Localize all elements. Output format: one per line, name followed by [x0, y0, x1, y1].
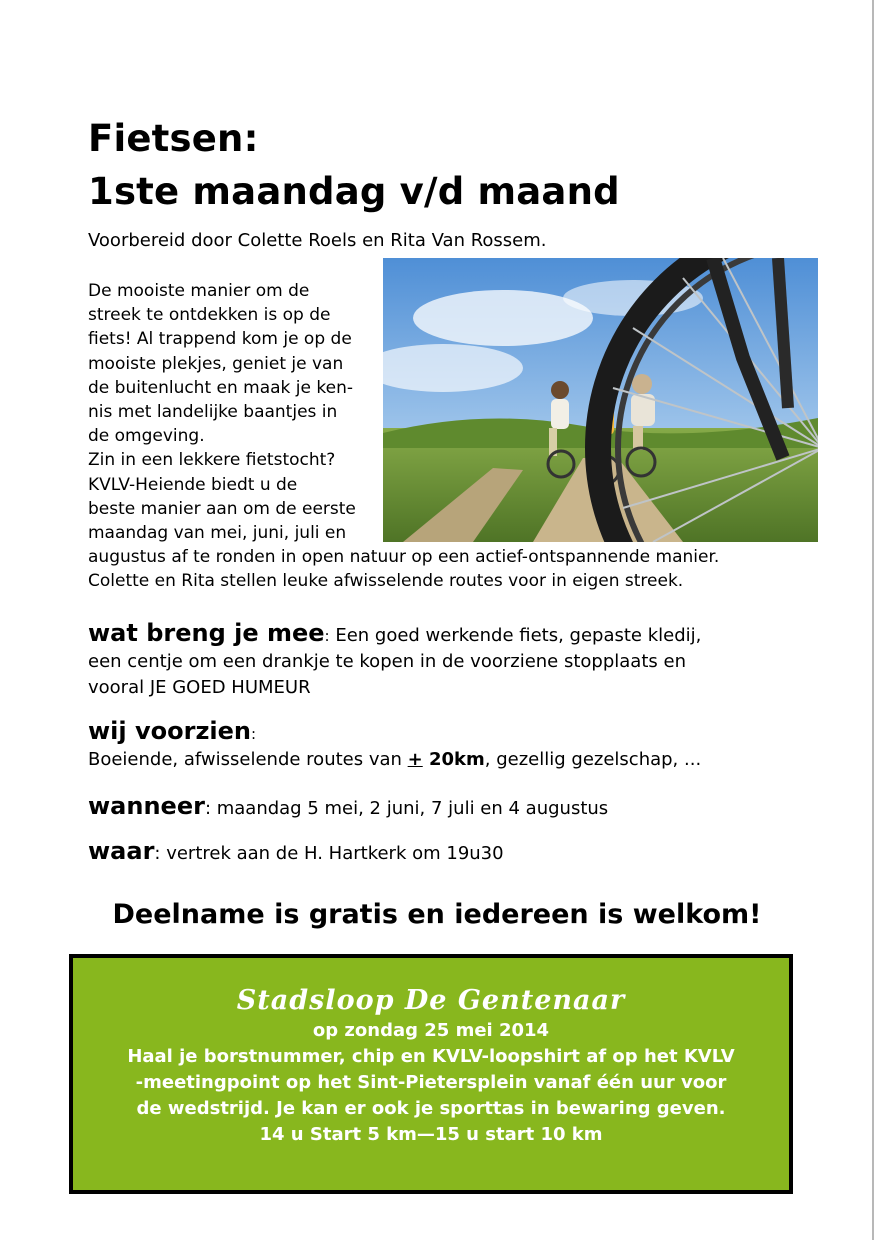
- section-heading: waar: [88, 837, 155, 865]
- intro-line: maandag van mei, juni, juli en: [88, 523, 347, 544]
- section-text: : maandag 5 mei, 2 juni, 7 juli en 4 augustus: [204, 798, 609, 819]
- intro-line: Zin in een lekkere fietstocht?: [88, 450, 336, 471]
- title-line-2: 1ste maandag v/d maand: [88, 170, 620, 213]
- section-wat-breng-je-mee: [88, 620, 808, 701]
- stadsloop-title: Stadsloop De Gentenaar: [236, 985, 626, 1016]
- intro-line: De mooiste manier om de: [88, 281, 310, 301]
- section-heading: wij voorzien: [88, 717, 251, 745]
- section-text: , gezellig gezelschap, ...: [484, 749, 702, 770]
- intro-line: beste manier aan om de eerste: [88, 498, 356, 519]
- page-title: [88, 112, 620, 218]
- section-text: Een goed werkende fiets, gepaste kledij,: [329, 625, 702, 646]
- section-text: vooral JE GOED HUMEUR: [88, 677, 311, 698]
- intro-line: augustus af te ronden in open natuur op een actief-ontspannende manier.: [88, 547, 720, 568]
- section-text: een centje om een drankje te kopen in de voorziene stopplaats en: [88, 651, 686, 672]
- stadsloop-line: -meetingpoint op het Sint-Pietersplein vanaf één uur voor: [135, 1072, 727, 1093]
- section-wanneer: [88, 793, 808, 822]
- subtitle: Voorbereid door Colette Roels en Rita Van Rossem.: [88, 230, 547, 251]
- section-text: : vertrek aan de H. Hartkerk om 19u30: [154, 843, 504, 864]
- distance-value: 20km: [422, 749, 485, 770]
- section-heading: wat breng je mee: [88, 619, 325, 647]
- deelname-announcement: Deelname is gratis en iedereen is welkom!: [112, 899, 762, 930]
- section-text: Boeiende, afwisselende routes van: [88, 749, 408, 770]
- intro-line: KVLV-Heiende biedt u de: [88, 474, 298, 495]
- intro-paragraph: [88, 279, 778, 594]
- intro-line: Colette en Rita stellen leuke afwisselende routes voor in eigen streek.: [88, 571, 684, 592]
- intro-line: nis met landelijke baantjes in: [88, 402, 338, 423]
- intro-line: streek te ontdekken is op de: [88, 305, 331, 326]
- stadsloop-line: 14 u Start 5 km—15 u start 10 km: [259, 1124, 603, 1145]
- title-line-1: Fietsen:: [88, 117, 259, 160]
- section-colon: :: [251, 725, 257, 743]
- section-colon: :: [324, 627, 330, 645]
- section-heading: wanneer: [88, 792, 205, 820]
- section-wij-voorzien: [88, 718, 808, 773]
- stadsloop-line: de wedstrijd. Je kan er ook je sporttas in bewaring geven.: [136, 1098, 726, 1119]
- intro-line: mooiste plekjes, geniet je van: [88, 353, 344, 374]
- intro-line: de buitenlucht en maak je ken-: [88, 377, 354, 398]
- plus-minus-sign: +: [407, 749, 423, 770]
- section-waar: [88, 838, 808, 867]
- intro-line: fiets! Al trappend kom je op de: [88, 329, 352, 350]
- stadsloop-line: op zondag 25 mei 2014: [312, 1020, 550, 1041]
- stadsloop-line: Haal je borstnummer, chip en KVLV-loopshirt af op het KVLV: [127, 1046, 735, 1067]
- intro-line: de omgeving.: [88, 426, 205, 447]
- stadsloop-box: [69, 954, 793, 1194]
